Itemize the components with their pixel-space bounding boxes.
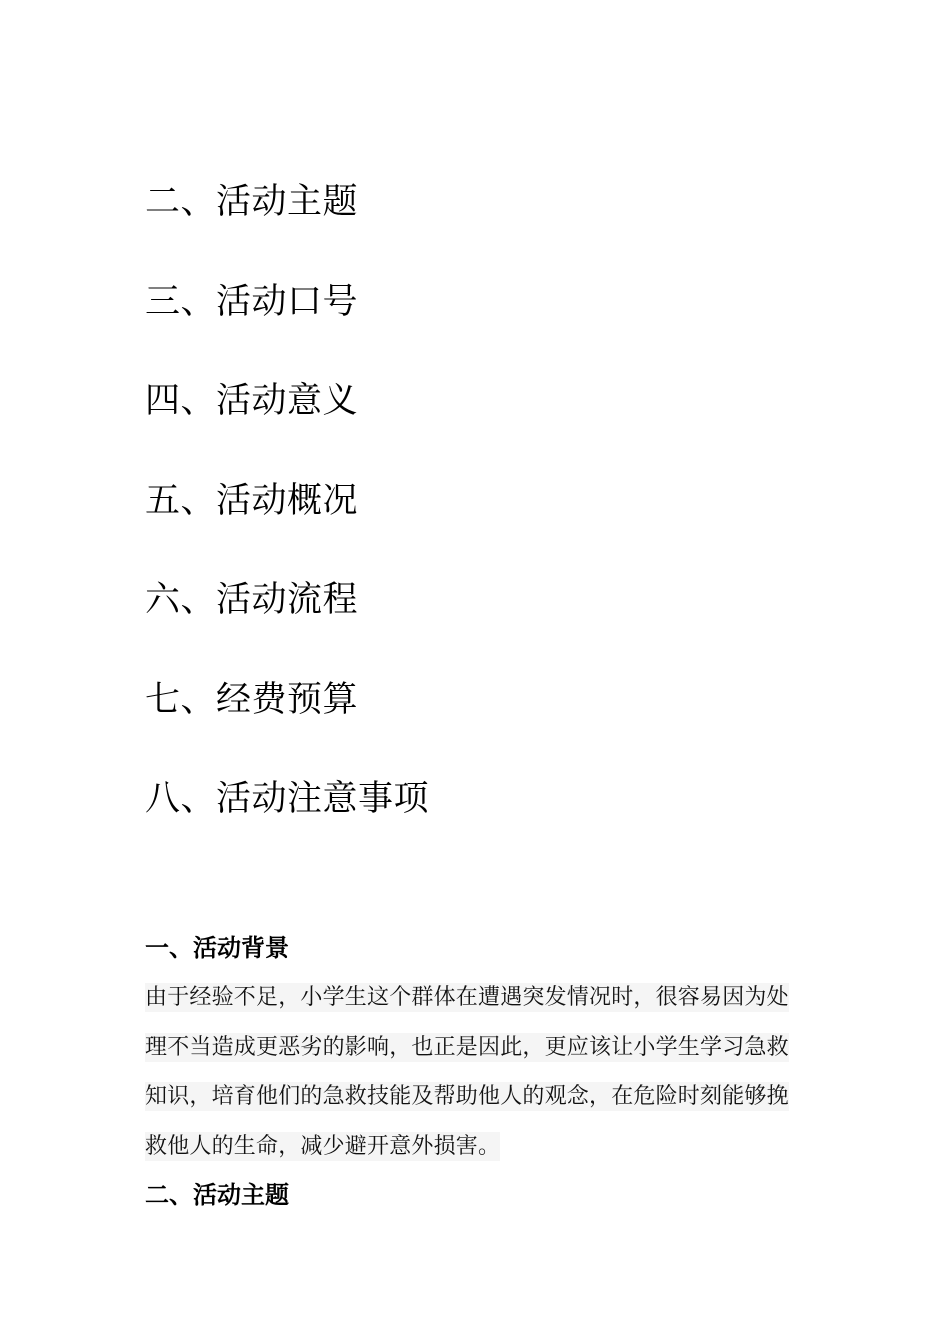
background-paragraph-text: 由于经验不足，小学生这个群体在遭遇突发情况时，很容易因为处理不当造成更恶劣的影响，也正是因此，更应该让小学生学习急救知识，培育他们的急救技能及帮助他人的观念，在危险时刻能够挽救他人的生命，减少避开意外损害。 <box>145 985 789 1159</box>
section-heading-background: 一、活动背景 <box>145 933 289 962</box>
section-heading-theme: 二、活动主题 <box>145 1180 289 1209</box>
toc-item-notes: 八、活动注意事项 <box>145 779 430 819</box>
toc-item-theme: 二、活动主题 <box>145 182 359 222</box>
background-paragraph <box>145 973 810 1171</box>
document-body <box>145 928 810 1215</box>
toc-item-slogan: 三、活动口号 <box>145 281 359 322</box>
toc-item-budget: 七、经费预算 <box>145 679 359 720</box>
toc-item-significance: 四、活动意义 <box>145 381 359 421</box>
toc-item-process: 六、活动流程 <box>145 580 359 620</box>
toc-item-overview: 五、活动概况 <box>145 480 359 521</box>
table-of-contents <box>145 175 429 872</box>
